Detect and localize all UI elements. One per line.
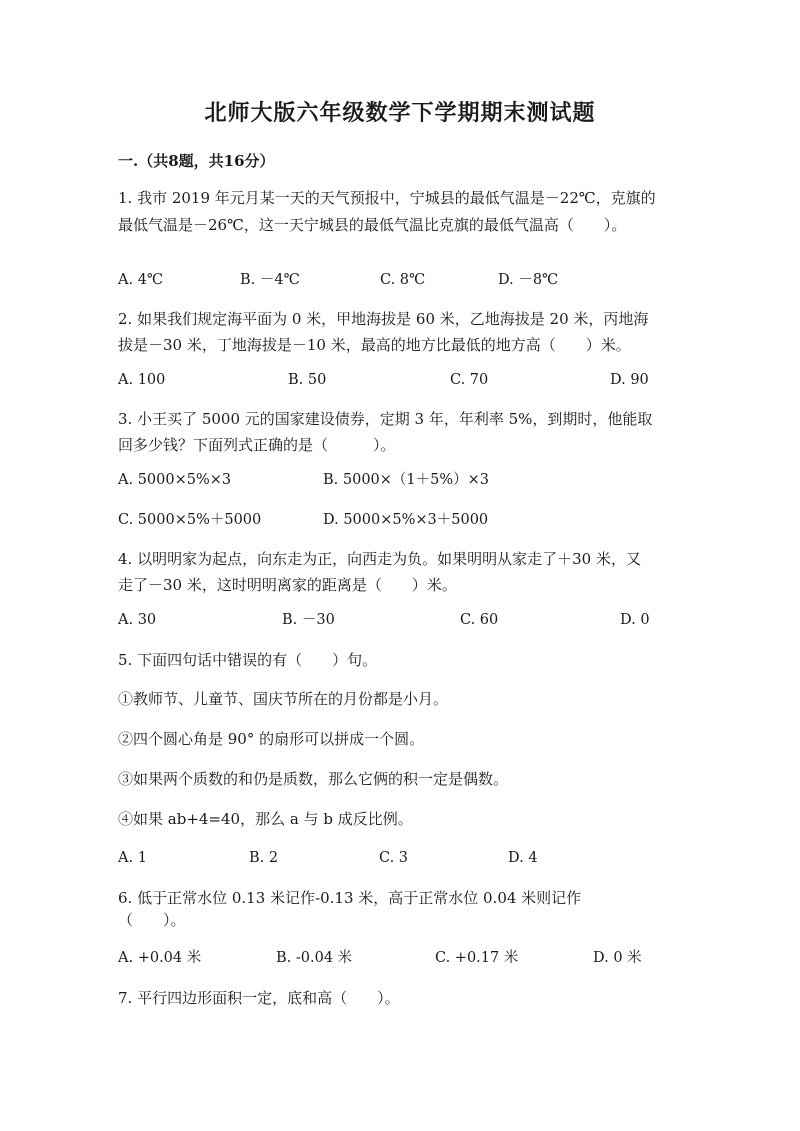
question-5-statement-3: ③如果两个质数的和仍是质数，那么它俩的积一定是偶数。: [118, 770, 509, 788]
question-4-option-b: B. －30: [282, 612, 335, 628]
question-4-option-d: D. 0: [620, 612, 650, 628]
question-7-line-1: 7. 平行四边形面积一定，底和高（ ）。: [118, 989, 400, 1007]
question-1-line-2: 最低气温是－26℃，这一天宁城县的最低气温比克旗的最低气温高（ ）。: [118, 216, 627, 234]
question-1-option-a: A. 4℃: [118, 272, 164, 288]
question-1-option-b: B. －4℃: [240, 272, 300, 288]
question-5-option-d: D. 4: [508, 850, 538, 866]
question-4-line-2: 走了－30 米，这时明明离家的距离是（ ）米。: [118, 576, 457, 594]
question-2-option-b: B. 50: [288, 372, 327, 388]
question-1-option-c: C. 8℃: [380, 272, 426, 288]
question-3-option-d: D. 5000×5%×3＋5000: [323, 512, 489, 528]
question-6-option-b: B. -0.04 米: [276, 950, 353, 966]
question-6-option-a: A. +0.04 米: [118, 950, 202, 966]
question-2-option-c: C. 70: [450, 372, 489, 388]
question-5-statement-1: ①教师节、儿童节、国庆节所在的月份都是小月。: [118, 690, 449, 708]
question-5-option-b: B. 2: [249, 850, 279, 866]
question-2-line-1: 2. 如果我们规定海平面为 0 米，甲地海拔是 60 米，乙地海拔是 20 米，丙地海: [118, 310, 649, 328]
question-4-option-c: C. 60: [460, 612, 499, 628]
question-2-line-2: 拔是－30 米，丁地海拔是－10 米，最高的地方比最低的地方高（ ）米。: [118, 336, 631, 354]
question-4-option-a: A. 30: [118, 612, 157, 628]
question-3-option-b: B. 5000×（1＋5%）×3: [323, 472, 490, 488]
section-heading: 一.（共8题，共16分）: [118, 152, 275, 170]
question-3-line-2: 回多少钱？下面列式正确的是（ ）。: [118, 436, 396, 454]
question-1-line-1: 1. 我市 2019 年元月某一天的天气预报中，宁城县的最低气温是－22℃，克旗的: [118, 189, 656, 207]
question-6-option-c: C. +0.17 米: [435, 950, 519, 966]
question-3-line-1: 3. 小王买了 5000 元的国家建设债券，定期 3 年，年利率 5%，到期时，他能取: [118, 410, 653, 428]
question-6-line-1: 6. 低于正常水位 0.13 米记作-0.13 米，高于正常水位 0.04 米则记作: [118, 889, 582, 907]
page-title: 北师大版六年级数学下学期期末测试题: [204, 100, 596, 126]
question-3-option-c: C. 5000×5%＋5000: [118, 512, 262, 528]
question-6-line-2: （ ）。: [118, 911, 186, 929]
question-5-option-a: A. 1: [118, 850, 147, 866]
question-5-statement-2: ②四个圆心角是 90° 的扇形可以拼成一个圆。: [118, 730, 425, 748]
question-5-line-1: 5. 下面四句话中错误的有（ ）句。: [118, 651, 378, 669]
question-6-option-d: D. 0 米: [593, 950, 642, 966]
question-3-option-a: A. 5000×5%×3: [118, 472, 232, 488]
question-2-option-d: D. 90: [610, 372, 649, 388]
question-5-option-c: C. 3: [379, 850, 409, 866]
question-2-option-a: A. 100: [118, 372, 166, 388]
question-4-line-1: 4. 以明明家为起点，向东走为正，向西走为负。如果明明从家走了＋30 米，又: [118, 550, 641, 568]
question-1-option-d: D. －8℃: [498, 272, 559, 288]
question-5-statement-4: ④如果 ab+4=40，那么 a 与 b 成反比例。: [118, 810, 413, 828]
